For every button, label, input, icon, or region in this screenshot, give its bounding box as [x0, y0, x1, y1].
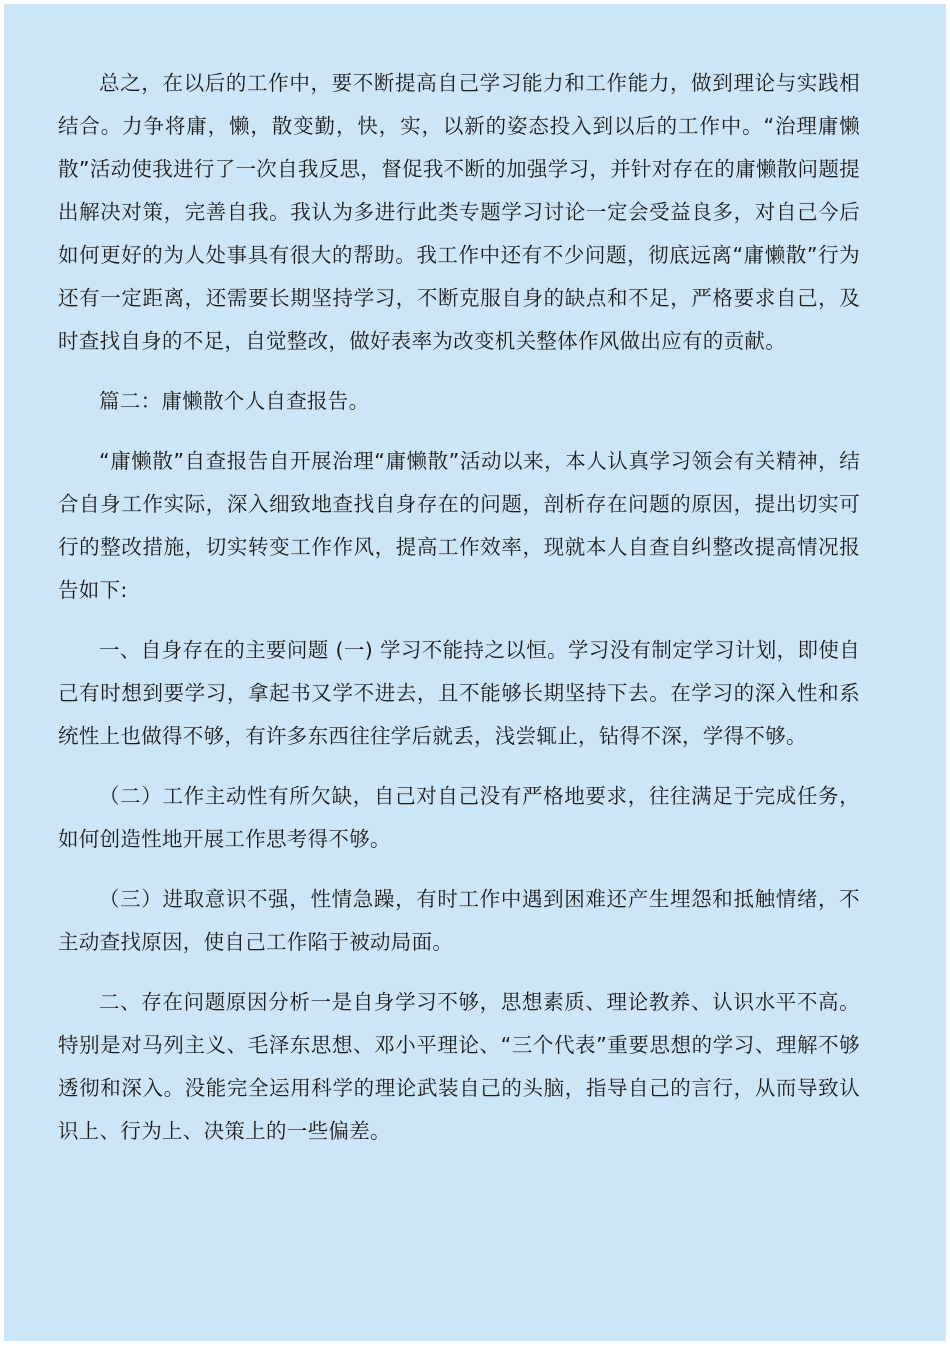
paragraph-problem-3: （三）进取意识不强，性情急躁，有时工作中遇到困难还产生埋怨和抵触情绪，不主动查找原因，使自己工作陷于被动局面。	[58, 887, 860, 954]
paragraph-cause-analysis: 二、存在问题原因分析一是自身学习不够，思想素质、理论教养、认识水平不高。特别是对马列主义、毛泽东思想、邓小平理论、“三个代表”重要思想的学习、理解不够透彻和深入。没能完全运用科学的理论武装自己的头脑，指导自己的言行，从而导致认识上、行为上、决策上的一些偏差。	[58, 990, 860, 1143]
document-body	[58, 62, 860, 1153]
paragraph-intro: “庸懒散”自查报告自开展治理“庸懒散”活动以来，本人认真学习领会有关精神，结合自身工作实际，深入细致地查找自身存在的问题，剖析存在问题的原因，提出切实可行的整改措施，切实转变工作作风，提高工作效率，现就本人自查自纠整改提高情况报告如下:	[58, 449, 860, 602]
document-page	[4, 4, 946, 1341]
paragraph-conclusion: 总之，在以后的工作中，要不断提高自己学习能力和工作能力，做到理论与实践相结合。力争将庸，懒，散变勤，快，实，以新的姿态投入到以后的工作中。“治理庸懒散”活动使我进行了一次自我反思，督促我不断的加强学习，并针对存在的庸懒散问题提出解决对策，完善自我。我认为多进行此类专题学习讨论一定会受益良多，对自己今后如何更好的为人处事具有很大的帮助。我工作中还有不少问题，彻底远离“庸懒散”行为还有一定距离，还需要长期坚持学习，不断克服自身的缺点和不足，严格要求自己，及时查找自身的不足，自觉整改，做好表率为改变机关整体作风做出应有的贡献。	[58, 71, 860, 353]
section-heading: 篇二：庸懒散个人自查报告。	[99, 389, 370, 413]
paragraph-problem-2: （二）工作主动性有所欠缺，自己对自己没有严格地要求，往往满足于完成任务，如何创造性地开展工作思考得不够。	[58, 784, 860, 851]
paragraph-problem-1: 一、自身存在的主要问题 (一) 学习不能持之以恒。学习没有制定学习计划，即使自己有时想到要学习，拿起书又学不进去，且不能够长期坚持下去。在学习的深入性和系统性上也做得不够，有许多东西往往学后就丢，浅尝辄止，钻得不深，学得不够。	[58, 638, 860, 748]
